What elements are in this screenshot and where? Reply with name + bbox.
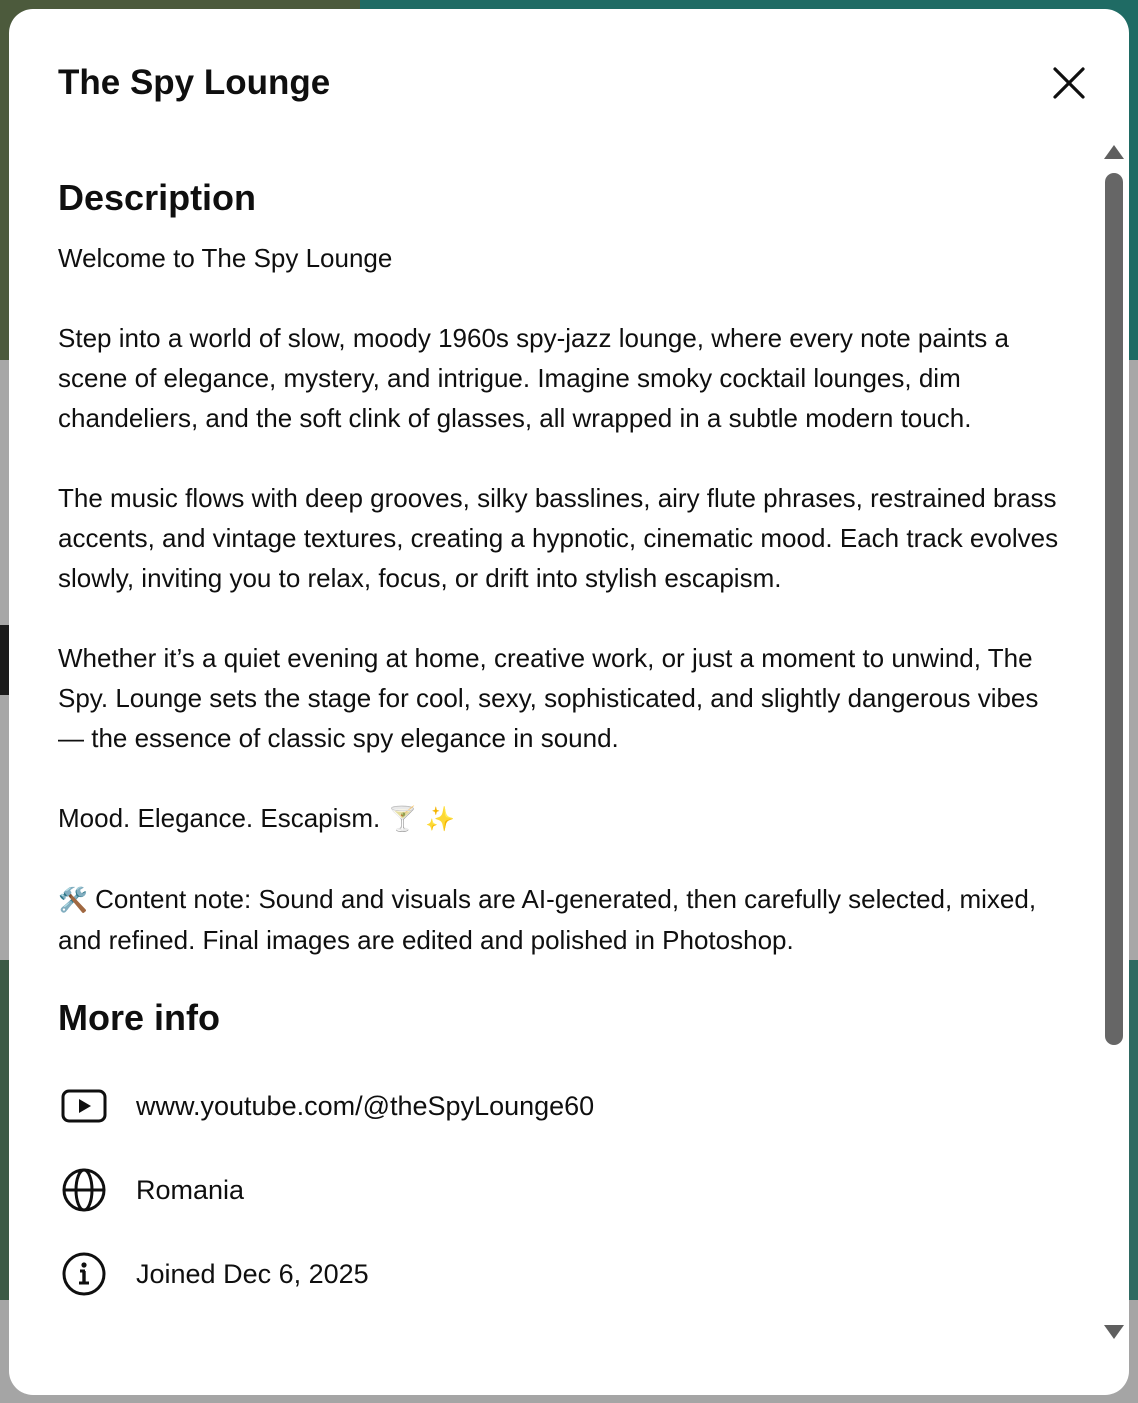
country-text: Romania xyxy=(136,1175,245,1205)
dialog-content xyxy=(58,174,1068,1316)
channel-link[interactable]: www.youtube.com/@theSpyLounge60 xyxy=(136,1091,595,1121)
youtube-icon xyxy=(58,1080,110,1132)
cocktail-sparkles-emoji: 🍸 ✨ xyxy=(387,805,455,833)
about-dialog xyxy=(9,9,1129,1395)
info-row-joined xyxy=(58,1232,1068,1316)
scroll-down-arrow[interactable] xyxy=(1104,1325,1124,1339)
info-row-link xyxy=(58,1064,1068,1148)
description-paragraph: Whether it’s a quiet evening at home, creative work, or just a moment to unwind, The Spy. Lounge sets the stage for cool, sexy, sophisticated, and slightly dangerous vibes — the essence of classic spy elegance in sound. xyxy=(58,643,1039,753)
more-info-list xyxy=(58,1064,1068,1316)
mood-text: Mood. Elegance. Escapism. xyxy=(58,803,381,833)
scrollbar-thumb[interactable] xyxy=(1105,173,1123,1045)
description-paragraph: Welcome to The Spy Lounge xyxy=(58,243,393,273)
content-note xyxy=(58,879,1068,960)
info-icon xyxy=(58,1248,110,1300)
tools-emoji: 🛠️ xyxy=(58,886,88,914)
globe-icon xyxy=(58,1164,110,1216)
description-text xyxy=(58,238,1068,960)
description-heading: Description xyxy=(58,177,257,218)
description-paragraph: Step into a world of slow, moody 1960s spy-jazz lounge, where every note paints a scene of elegance, mystery, and intrigue. Imagine smoky cocktail lounges, dim chandeliers, and the soft clink of glasses, all wrapped in a subtle modern touch. xyxy=(58,323,1009,433)
joined-date-text: Joined Dec 6, 2025 xyxy=(136,1259,369,1289)
description-paragraph: The music flows with deep grooves, silky basslines, airy flute phrases, restrained brass accents, and vintage textures, creating a hypnotic, cinematic mood. Each track evolves slowly, inviting you to relax, focus, or drift into stylish escapism. xyxy=(58,483,1059,593)
content-note-text: Content note: Sound and visuals are AI-generated, then carefully selected, mixed, and refined. Final images are edited and polished in Photoshop. xyxy=(58,884,1037,955)
mood-line xyxy=(58,798,1068,839)
close-button[interactable] xyxy=(1045,59,1093,107)
scroll-up-arrow[interactable] xyxy=(1104,145,1124,159)
close-icon xyxy=(1052,66,1086,100)
more-info-heading: More info xyxy=(58,997,220,1038)
dialog-title: The Spy Lounge xyxy=(58,63,331,102)
info-row-country xyxy=(58,1148,1068,1232)
